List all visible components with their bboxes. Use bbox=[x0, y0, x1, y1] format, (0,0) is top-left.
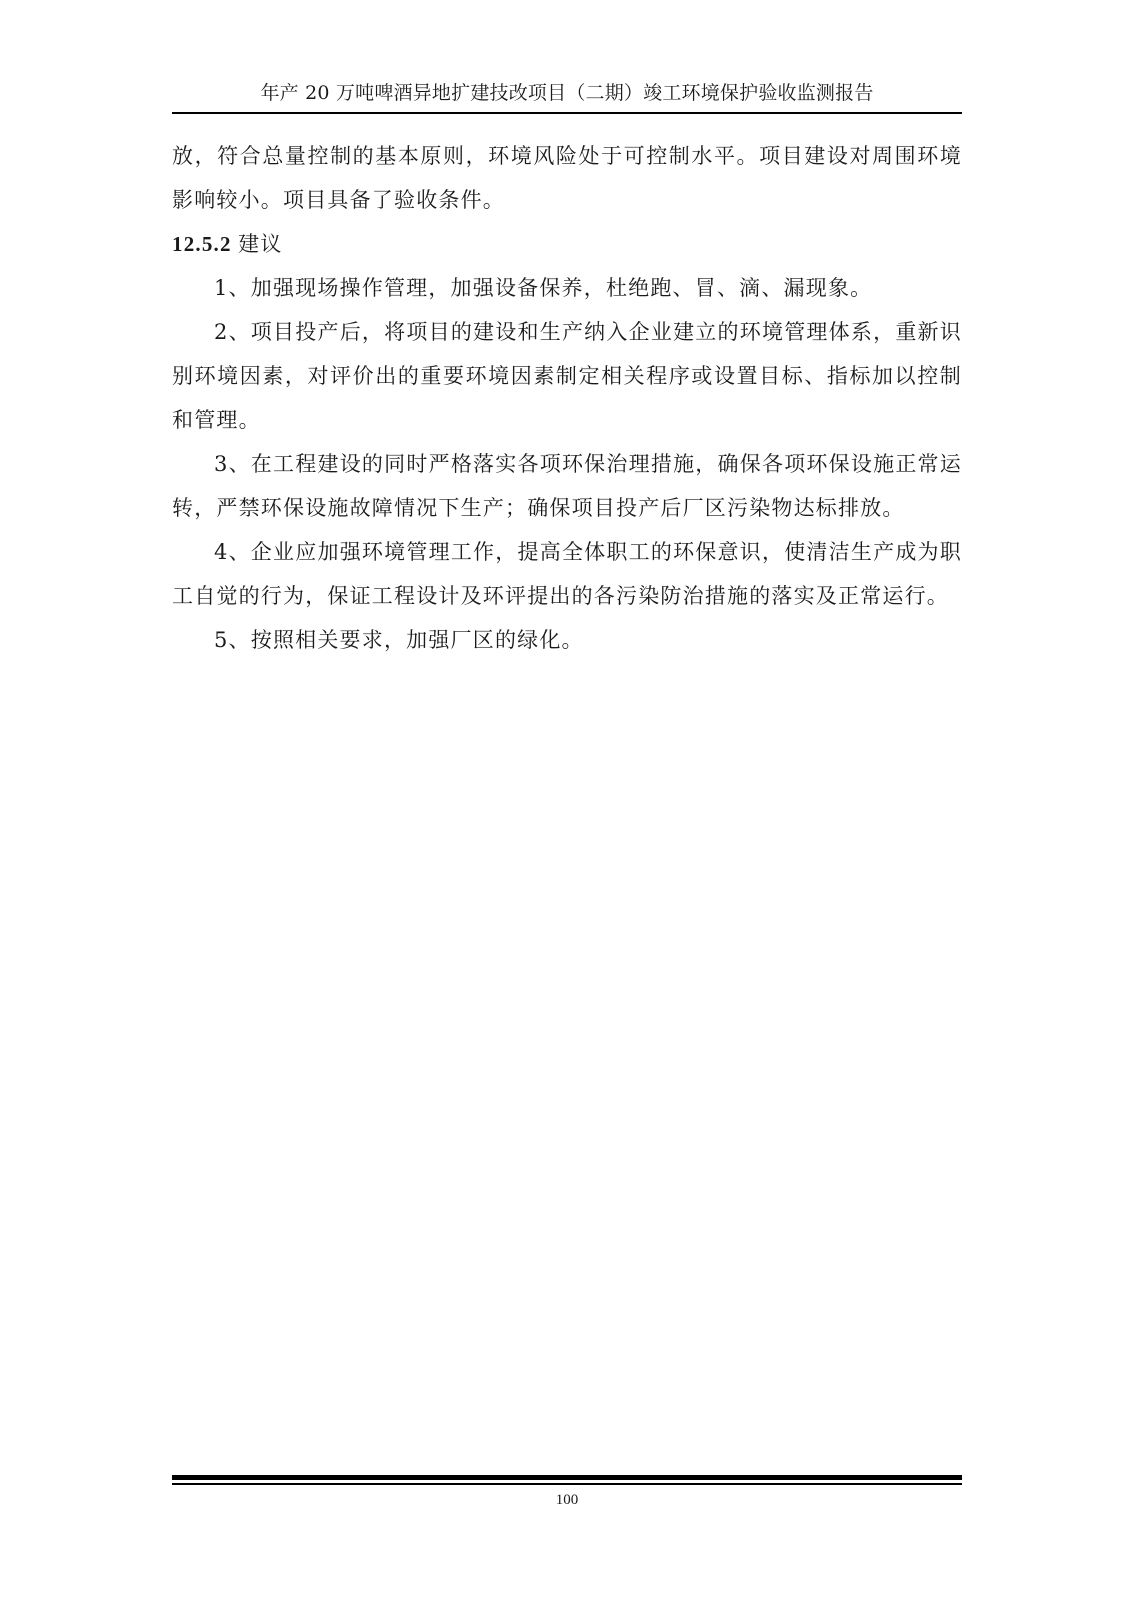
report-title: 年产 20 万吨啤酒异地扩建技改项目（二期）竣工环境保护验收监测报告 bbox=[260, 82, 874, 104]
section-heading bbox=[172, 222, 962, 266]
continuation-paragraph: 放，符合总量控制的基本原则，环境风险处于可控制水平。项目建设对周围环境影响较小。项目具备了验收条件。 bbox=[172, 144, 962, 212]
recommendation-item-2: 2、项目投产后，将项目的建设和生产纳入企业建立的环境管理体系，重新识别环境因素，对评价出的重要环境因素制定相关程序或设置目标、指标加以控制和管理。 bbox=[172, 320, 962, 432]
footer-rule-thin bbox=[172, 1483, 962, 1485]
recommendation-item-5: 5、按照相关要求，加强厂区的绿化。 bbox=[214, 628, 584, 652]
recommendation-item-3: 3、在工程建设的同时严格落实各项环保治理措施，确保各项环保设施正常运转，严禁环保设施故障情况下生产；确保项目投产后厂区污染物达标排放。 bbox=[172, 452, 962, 520]
page-header bbox=[172, 78, 962, 114]
recommendation-item-4: 4、企业应加强环境管理工作，提高全体职工的环保意识，使清洁生产成为职工自觉的行为，保证工程设计及环评提出的各污染防治措施的落实及正常运行。 bbox=[172, 540, 962, 608]
page-number: 100 bbox=[555, 1492, 579, 1508]
main-content bbox=[172, 134, 962, 662]
footer-rule-thick bbox=[172, 1475, 962, 1480]
recommendation-item-1: 1、加强现场操作管理，加强设备保养，杜绝跑、冒、滴、漏现象。 bbox=[214, 276, 873, 300]
section-title: 建议 bbox=[231, 232, 283, 256]
section-number: 12.5.2 bbox=[172, 232, 232, 256]
